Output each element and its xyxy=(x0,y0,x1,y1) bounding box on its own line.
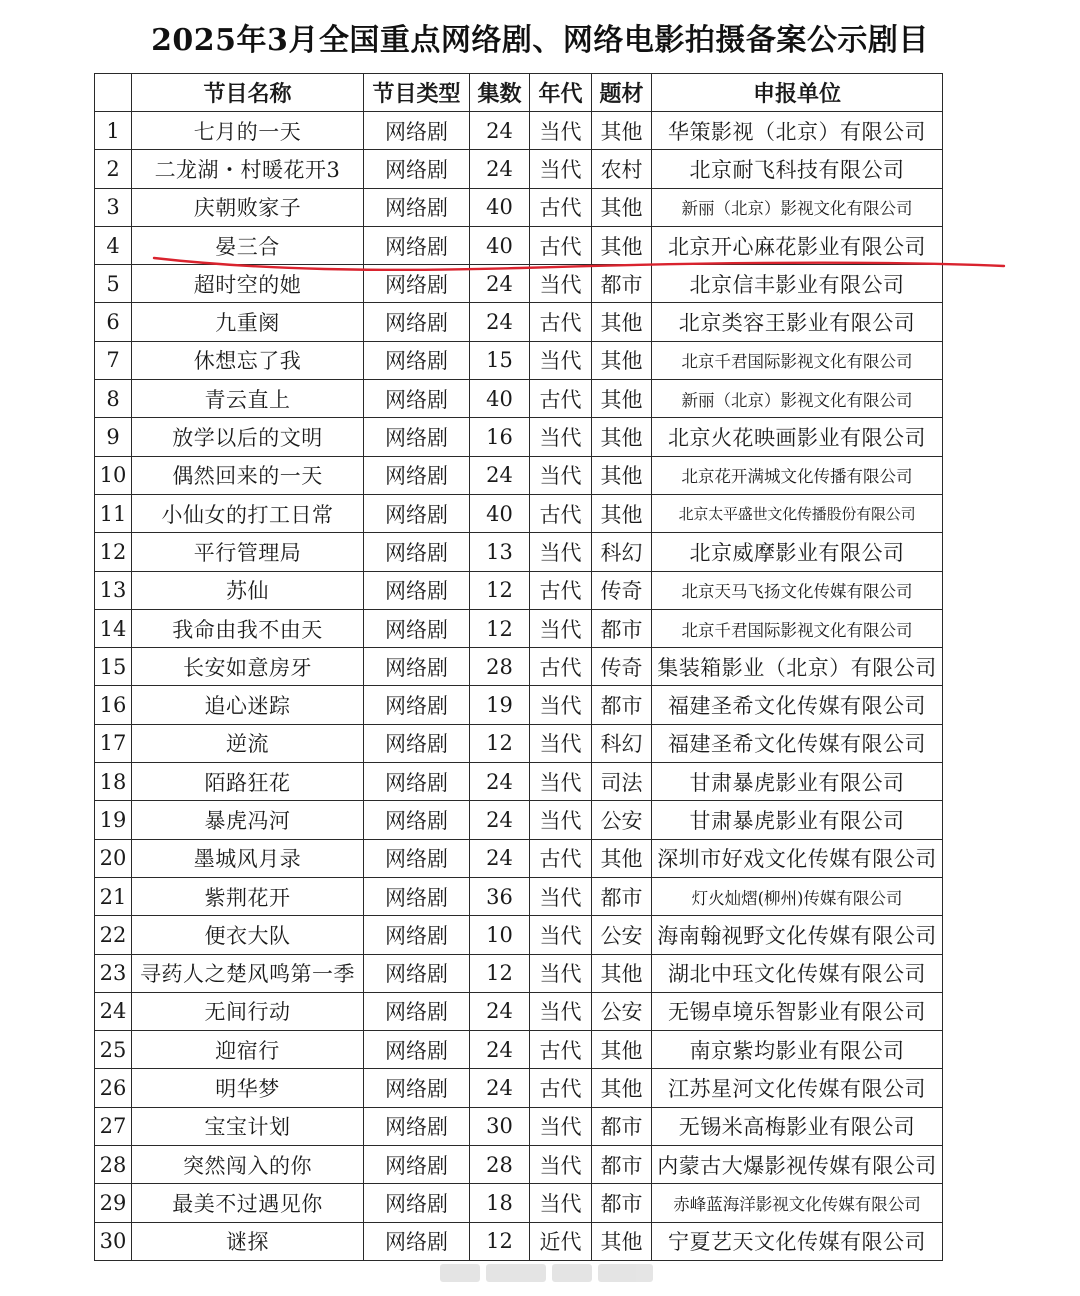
cell-program-name: 追心迷踪 xyxy=(132,686,364,724)
table-row xyxy=(95,226,943,264)
cell-episodes: 10 xyxy=(470,916,530,954)
cell-genre: 其他 xyxy=(592,380,652,418)
cell-applicant: 北京耐飞科技有限公司 xyxy=(652,150,943,188)
cell-program-name: 暴虎冯河 xyxy=(132,801,364,839)
table-row xyxy=(95,188,943,226)
cell-applicant: 无锡米高梅影业有限公司 xyxy=(652,1107,943,1145)
cell-era: 当代 xyxy=(530,1146,592,1184)
cell-era: 古代 xyxy=(530,380,592,418)
cell-index: 28 xyxy=(95,1146,132,1184)
table-row xyxy=(95,112,943,150)
cell-applicant: 北京火花映画影业有限公司 xyxy=(652,418,943,456)
cell-program-type: 网络剧 xyxy=(364,1107,470,1145)
table-row xyxy=(95,494,943,532)
cell-program-name: 七月的一天 xyxy=(132,112,364,150)
cell-applicant: 北京类容王影业有限公司 xyxy=(652,303,943,341)
cell-index: 4 xyxy=(95,226,132,264)
cell-program-name: 墨城风月录 xyxy=(132,839,364,877)
cell-program-name: 庆朝败家子 xyxy=(132,188,364,226)
cell-episodes: 36 xyxy=(470,877,530,915)
cell-era: 当代 xyxy=(530,341,592,379)
cell-episodes: 12 xyxy=(470,571,530,609)
cell-genre: 公安 xyxy=(592,992,652,1030)
cell-program-type: 网络剧 xyxy=(364,648,470,686)
cell-era: 古代 xyxy=(530,648,592,686)
table-row xyxy=(95,571,943,609)
cell-episodes: 24 xyxy=(470,303,530,341)
cell-era: 当代 xyxy=(530,992,592,1030)
cell-era: 当代 xyxy=(530,150,592,188)
cell-genre: 其他 xyxy=(592,839,652,877)
cell-index: 10 xyxy=(95,456,132,494)
cell-program-name: 明华梦 xyxy=(132,1069,364,1107)
cell-program-name: 放学以后的文明 xyxy=(132,418,364,456)
cell-era: 当代 xyxy=(530,877,592,915)
cell-episodes: 24 xyxy=(470,1069,530,1107)
table-row xyxy=(95,456,943,494)
cell-program-type: 网络剧 xyxy=(364,1184,470,1222)
cell-index: 15 xyxy=(95,648,132,686)
cell-program-type: 网络剧 xyxy=(364,494,470,532)
cell-era: 当代 xyxy=(530,609,592,647)
cell-episodes: 12 xyxy=(470,609,530,647)
cell-program-name: 九重阕 xyxy=(132,303,364,341)
filing-table xyxy=(94,73,943,1261)
cell-genre: 科幻 xyxy=(592,533,652,571)
table-row xyxy=(95,533,943,571)
cell-era: 当代 xyxy=(530,916,592,954)
cell-index: 8 xyxy=(95,380,132,418)
cell-program-type: 网络剧 xyxy=(364,1146,470,1184)
cell-index: 5 xyxy=(95,265,132,303)
document-title: 2025年3月全国重点网络剧、网络电影拍摄备案公示剧目 xyxy=(151,23,929,58)
cell-episodes: 40 xyxy=(470,188,530,226)
cell-episodes: 40 xyxy=(470,380,530,418)
cell-applicant: 甘肃暴虎影业有限公司 xyxy=(652,763,943,801)
cell-program-type: 网络剧 xyxy=(364,724,470,762)
table-body xyxy=(95,112,943,1261)
cell-program-type: 网络剧 xyxy=(364,456,470,494)
cell-index: 25 xyxy=(95,1031,132,1069)
cell-era: 当代 xyxy=(530,686,592,724)
table-row xyxy=(95,1222,943,1260)
cell-episodes: 24 xyxy=(470,265,530,303)
cell-genre: 司法 xyxy=(592,763,652,801)
cell-era: 古代 xyxy=(530,839,592,877)
cell-genre: 公安 xyxy=(592,801,652,839)
cell-program-name: 逆流 xyxy=(132,724,364,762)
cell-program-name: 最美不过遇见你 xyxy=(132,1184,364,1222)
cell-genre: 其他 xyxy=(592,303,652,341)
cell-episodes: 15 xyxy=(470,341,530,379)
cell-episodes: 19 xyxy=(470,686,530,724)
cell-applicant: 北京开心麻花影业有限公司 xyxy=(652,226,943,264)
header-genre: 题材 xyxy=(592,74,652,112)
table-row xyxy=(95,341,943,379)
cell-era: 当代 xyxy=(530,456,592,494)
cell-index: 27 xyxy=(95,1107,132,1145)
cell-episodes: 24 xyxy=(470,992,530,1030)
cell-episodes: 24 xyxy=(470,763,530,801)
cell-program-type: 网络剧 xyxy=(364,571,470,609)
cell-program-name: 苏仙 xyxy=(132,571,364,609)
cell-era: 当代 xyxy=(530,763,592,801)
cell-applicant: 北京信丰影业有限公司 xyxy=(652,265,943,303)
cell-era: 古代 xyxy=(530,226,592,264)
cell-era: 当代 xyxy=(530,724,592,762)
table-row xyxy=(95,686,943,724)
cell-index: 18 xyxy=(95,763,132,801)
cell-program-name: 无间行动 xyxy=(132,992,364,1030)
cell-index: 13 xyxy=(95,571,132,609)
cell-applicant: 福建圣希文化传媒有限公司 xyxy=(652,686,943,724)
cell-index: 11 xyxy=(95,494,132,532)
cell-applicant: 集装箱影业（北京）有限公司 xyxy=(652,648,943,686)
cell-era: 当代 xyxy=(530,418,592,456)
cell-program-type: 网络剧 xyxy=(364,533,470,571)
cell-program-type: 网络剧 xyxy=(364,954,470,992)
cell-genre: 其他 xyxy=(592,494,652,532)
cell-genre: 农村 xyxy=(592,150,652,188)
cell-genre: 其他 xyxy=(592,1069,652,1107)
watermark xyxy=(440,1264,690,1286)
cell-program-name: 偶然回来的一天 xyxy=(132,456,364,494)
cell-episodes: 28 xyxy=(470,1146,530,1184)
cell-applicant: 赤峰蓝海洋影视文化传媒有限公司 xyxy=(652,1184,943,1222)
cell-genre: 都市 xyxy=(592,1107,652,1145)
cell-applicant: 华策影视（北京）有限公司 xyxy=(652,112,943,150)
table-row xyxy=(95,954,943,992)
cell-program-name: 我命由我不由天 xyxy=(132,609,364,647)
cell-genre: 传奇 xyxy=(592,648,652,686)
cell-episodes: 16 xyxy=(470,418,530,456)
cell-index: 23 xyxy=(95,954,132,992)
cell-program-name: 长安如意房牙 xyxy=(132,648,364,686)
cell-genre: 都市 xyxy=(592,1146,652,1184)
cell-era: 近代 xyxy=(530,1222,592,1260)
header-program-type: 节目类型 xyxy=(364,74,470,112)
cell-genre: 其他 xyxy=(592,954,652,992)
cell-episodes: 30 xyxy=(470,1107,530,1145)
cell-applicant: 江苏星河文化传媒有限公司 xyxy=(652,1069,943,1107)
cell-genre: 科幻 xyxy=(592,724,652,762)
cell-program-name: 青云直上 xyxy=(132,380,364,418)
table-row xyxy=(95,916,943,954)
cell-program-type: 网络剧 xyxy=(364,341,470,379)
cell-era: 当代 xyxy=(530,112,592,150)
cell-era: 当代 xyxy=(530,801,592,839)
cell-episodes: 24 xyxy=(470,150,530,188)
cell-index: 14 xyxy=(95,609,132,647)
cell-era: 当代 xyxy=(530,265,592,303)
cell-era: 古代 xyxy=(530,188,592,226)
cell-applicant: 新丽（北京）影视文化有限公司 xyxy=(652,188,943,226)
cell-era: 当代 xyxy=(530,954,592,992)
cell-program-type: 网络剧 xyxy=(364,303,470,341)
cell-genre: 公安 xyxy=(592,916,652,954)
cell-index: 16 xyxy=(95,686,132,724)
cell-applicant: 内蒙古大爆影视传媒有限公司 xyxy=(652,1146,943,1184)
cell-index: 19 xyxy=(95,801,132,839)
cell-program-name: 晏三合 xyxy=(132,226,364,264)
table-row xyxy=(95,724,943,762)
cell-program-type: 网络剧 xyxy=(364,265,470,303)
cell-program-type: 网络剧 xyxy=(364,112,470,150)
table-row xyxy=(95,150,943,188)
cell-episodes: 40 xyxy=(470,494,530,532)
cell-genre: 其他 xyxy=(592,226,652,264)
cell-episodes: 18 xyxy=(470,1184,530,1222)
cell-episodes: 12 xyxy=(470,954,530,992)
table-row xyxy=(95,1184,943,1222)
cell-genre: 其他 xyxy=(592,112,652,150)
cell-program-type: 网络剧 xyxy=(364,188,470,226)
cell-era: 古代 xyxy=(530,303,592,341)
table-row xyxy=(95,648,943,686)
cell-applicant: 湖北中珏文化传媒有限公司 xyxy=(652,954,943,992)
cell-era: 当代 xyxy=(530,533,592,571)
cell-program-type: 网络剧 xyxy=(364,1069,470,1107)
cell-index: 9 xyxy=(95,418,132,456)
cell-applicant: 北京威摩影业有限公司 xyxy=(652,533,943,571)
cell-program-type: 网络剧 xyxy=(364,763,470,801)
header-index xyxy=(95,74,132,112)
cell-program-type: 网络剧 xyxy=(364,226,470,264)
cell-program-name: 陌路狂花 xyxy=(132,763,364,801)
table-row xyxy=(95,418,943,456)
cell-episodes: 12 xyxy=(470,1222,530,1260)
cell-index: 29 xyxy=(95,1184,132,1222)
cell-genre: 传奇 xyxy=(592,571,652,609)
cell-index: 2 xyxy=(95,150,132,188)
cell-applicant: 北京太平盛世文化传播股份有限公司 xyxy=(652,494,943,532)
table-row xyxy=(95,763,943,801)
cell-applicant: 深圳市好戏文化传媒有限公司 xyxy=(652,839,943,877)
cell-genre: 其他 xyxy=(592,456,652,494)
cell-genre: 其他 xyxy=(592,188,652,226)
cell-applicant: 灯火灿熠(柳州)传媒有限公司 xyxy=(652,877,943,915)
cell-program-type: 网络剧 xyxy=(364,418,470,456)
table-header-row xyxy=(95,74,943,112)
cell-genre: 其他 xyxy=(592,1222,652,1260)
cell-program-name: 超时空的她 xyxy=(132,265,364,303)
cell-index: 24 xyxy=(95,992,132,1030)
cell-program-name: 谜探 xyxy=(132,1222,364,1260)
cell-applicant: 海南翰视野文化传媒有限公司 xyxy=(652,916,943,954)
cell-genre: 其他 xyxy=(592,418,652,456)
cell-episodes: 24 xyxy=(470,1031,530,1069)
cell-index: 12 xyxy=(95,533,132,571)
cell-program-type: 网络剧 xyxy=(364,801,470,839)
table-row xyxy=(95,992,943,1030)
cell-index: 7 xyxy=(95,341,132,379)
cell-index: 21 xyxy=(95,877,132,915)
cell-program-type: 网络剧 xyxy=(364,877,470,915)
cell-program-name: 平行管理局 xyxy=(132,533,364,571)
cell-program-type: 网络剧 xyxy=(364,1222,470,1260)
cell-applicant: 北京千君国际影视文化有限公司 xyxy=(652,609,943,647)
table-row xyxy=(95,1069,943,1107)
table-row xyxy=(95,609,943,647)
cell-program-name: 紫荆花开 xyxy=(132,877,364,915)
cell-program-type: 网络剧 xyxy=(364,839,470,877)
cell-episodes: 24 xyxy=(470,456,530,494)
cell-index: 6 xyxy=(95,303,132,341)
cell-episodes: 12 xyxy=(470,724,530,762)
cell-applicant: 无锡卓境乐智影业有限公司 xyxy=(652,992,943,1030)
cell-index: 17 xyxy=(95,724,132,762)
cell-genre: 其他 xyxy=(592,341,652,379)
table-row xyxy=(95,801,943,839)
cell-genre: 都市 xyxy=(592,686,652,724)
cell-program-type: 网络剧 xyxy=(364,609,470,647)
cell-program-type: 网络剧 xyxy=(364,686,470,724)
cell-program-name: 突然闯入的你 xyxy=(132,1146,364,1184)
cell-episodes: 13 xyxy=(470,533,530,571)
table-row xyxy=(95,1031,943,1069)
cell-episodes: 24 xyxy=(470,112,530,150)
cell-genre: 都市 xyxy=(592,609,652,647)
cell-program-name: 迎宿行 xyxy=(132,1031,364,1069)
cell-program-type: 网络剧 xyxy=(364,380,470,418)
cell-era: 当代 xyxy=(530,1107,592,1145)
cell-era: 当代 xyxy=(530,1184,592,1222)
cell-applicant: 甘肃暴虎影业有限公司 xyxy=(652,801,943,839)
table-row xyxy=(95,1107,943,1145)
cell-applicant: 北京花开满城文化传播有限公司 xyxy=(652,456,943,494)
cell-era: 古代 xyxy=(530,1031,592,1069)
cell-index: 3 xyxy=(95,188,132,226)
cell-episodes: 24 xyxy=(470,801,530,839)
header-applicant: 申报单位 xyxy=(652,74,943,112)
header-era: 年代 xyxy=(530,74,592,112)
cell-program-type: 网络剧 xyxy=(364,916,470,954)
cell-program-name: 便衣大队 xyxy=(132,916,364,954)
cell-program-name: 休想忘了我 xyxy=(132,341,364,379)
header-episodes: 集数 xyxy=(470,74,530,112)
cell-episodes: 28 xyxy=(470,648,530,686)
cell-index: 26 xyxy=(95,1069,132,1107)
cell-program-name: 二龙湖・村暖花开3 xyxy=(132,150,364,188)
cell-applicant: 北京千君国际影视文化有限公司 xyxy=(652,341,943,379)
table-row xyxy=(95,380,943,418)
cell-applicant: 宁夏艺天文化传媒有限公司 xyxy=(652,1222,943,1260)
table-row xyxy=(95,839,943,877)
table-row xyxy=(95,265,943,303)
cell-applicant: 新丽（北京）影视文化有限公司 xyxy=(652,380,943,418)
header-program-name: 节目名称 xyxy=(132,74,364,112)
cell-program-type: 网络剧 xyxy=(364,1031,470,1069)
cell-era: 古代 xyxy=(530,494,592,532)
cell-applicant: 北京天马飞扬文化传媒有限公司 xyxy=(652,571,943,609)
cell-program-type: 网络剧 xyxy=(364,150,470,188)
cell-era: 古代 xyxy=(530,571,592,609)
cell-genre: 都市 xyxy=(592,1184,652,1222)
table-row xyxy=(95,303,943,341)
cell-index: 22 xyxy=(95,916,132,954)
cell-episodes: 40 xyxy=(470,226,530,264)
cell-episodes: 24 xyxy=(470,839,530,877)
cell-genre: 都市 xyxy=(592,877,652,915)
cell-applicant: 南京紫均影业有限公司 xyxy=(652,1031,943,1069)
table-row xyxy=(95,1146,943,1184)
cell-applicant: 福建圣希文化传媒有限公司 xyxy=(652,724,943,762)
cell-program-name: 小仙女的打工日常 xyxy=(132,494,364,532)
cell-index: 30 xyxy=(95,1222,132,1260)
cell-program-name: 宝宝计划 xyxy=(132,1107,364,1145)
cell-program-type: 网络剧 xyxy=(364,992,470,1030)
cell-genre: 都市 xyxy=(592,265,652,303)
cell-index: 1 xyxy=(95,112,132,150)
table-row xyxy=(95,877,943,915)
cell-index: 20 xyxy=(95,839,132,877)
cell-era: 古代 xyxy=(530,1069,592,1107)
cell-program-name: 寻药人之楚风鸣第一季 xyxy=(132,954,364,992)
cell-genre: 其他 xyxy=(592,1031,652,1069)
